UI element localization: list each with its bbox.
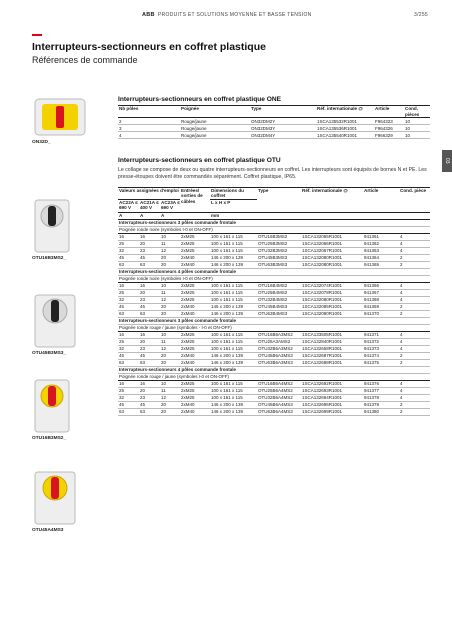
table-header: Cond. pièces xyxy=(405,106,420,117)
table-row xyxy=(118,408,430,415)
section-two-title: Interrupteurs-sectionneurs en coffret plastique OTU xyxy=(118,157,281,164)
table-cell: 12 xyxy=(161,297,167,303)
table-cell: F964323 xyxy=(375,118,393,124)
switch-image xyxy=(32,96,88,138)
table-cell: 63 xyxy=(119,262,125,268)
table-cell: 63 xyxy=(119,409,125,415)
table-cell: 100 x 161 x 115 xyxy=(211,283,243,289)
table-cell: OTU45B4MS3 xyxy=(258,304,288,310)
table-cell: OTU63B4MS3 xyxy=(258,311,288,317)
table-cell: 941365 xyxy=(364,262,380,268)
header-type: Type xyxy=(258,187,269,193)
chapter-tab: 03 xyxy=(442,150,452,172)
switch-image xyxy=(32,378,72,434)
table-cell: OTU45B6A3MS3 xyxy=(258,353,293,359)
table-cell: 100 x 161 x 115 xyxy=(211,395,243,401)
header-dim-unit2: mm xyxy=(211,212,220,218)
table-cell: 16 xyxy=(119,283,125,289)
table-cell: 100 x 161 x 115 xyxy=(211,388,243,394)
table-cell: 2xM40 xyxy=(181,402,195,408)
table-row xyxy=(118,233,430,240)
header-ac22a: AC22A ≤ 690 V xyxy=(119,199,138,211)
table-row xyxy=(118,118,430,125)
table-cell: 63 xyxy=(140,409,146,415)
table-row xyxy=(118,331,430,338)
table-cell: 1SCA132694R1001 xyxy=(302,395,343,401)
table-cell: 4 xyxy=(400,381,403,387)
product-otu45a4ms3 xyxy=(32,470,92,533)
table-cell: 32 xyxy=(119,248,125,254)
table-cell: 941377 xyxy=(364,388,380,394)
table-cell: 146 x 200 x 139 xyxy=(211,353,244,359)
table-cell: 63 xyxy=(140,262,146,268)
section-one xyxy=(118,96,430,139)
table-cell: 100 x 161 x 115 xyxy=(211,248,243,254)
table-cell: Rouge/jaune xyxy=(181,125,207,131)
table-cell: 941379 xyxy=(364,402,380,408)
product-caption: ON32D_ xyxy=(32,140,51,145)
group-title-row xyxy=(118,268,430,275)
table-cell: 25 xyxy=(119,290,125,296)
table-cell: 20 xyxy=(161,353,167,359)
table-cell: 20 xyxy=(140,241,146,247)
table-cell: 100 x 161 x 115 xyxy=(211,332,243,338)
table-cell: 1SCA132066R1001 xyxy=(302,241,343,247)
table-row xyxy=(118,338,430,345)
table-cell: 2 xyxy=(400,360,403,366)
table-cell: 1SCA132080R1001 xyxy=(302,262,343,268)
table-cell: 25 xyxy=(119,388,125,394)
table-row xyxy=(118,132,430,139)
table-header: Nb pôles xyxy=(119,106,139,111)
table-cell: 100 x 161 x 115 xyxy=(211,241,243,247)
table-row xyxy=(118,247,430,254)
product-caption: OTU45B3MS3_ xyxy=(32,351,67,356)
group-subtitle-row xyxy=(118,373,430,380)
table-row xyxy=(118,352,430,359)
group-subtitle-row xyxy=(118,275,430,282)
table-cell: 3 xyxy=(119,125,122,131)
table-cell: 4 xyxy=(400,388,403,394)
table-cell: 32 xyxy=(119,346,125,352)
header-article: Article xyxy=(364,187,379,193)
table-cell: 1SCA135532R1001 xyxy=(317,118,358,124)
table-cell: 10 xyxy=(161,234,167,240)
table-cell: 2xM25 xyxy=(181,339,195,345)
table-cell: 2xM25 xyxy=(181,241,195,247)
switch-image xyxy=(32,293,78,349)
table-cell: 146 x 200 x 139 xyxy=(211,262,244,268)
table-cell: 20 xyxy=(161,360,167,366)
table-cell: 11 xyxy=(161,241,166,247)
table-row xyxy=(118,296,430,303)
product-otu16b3ms2 xyxy=(32,198,92,261)
table-cell: 45 xyxy=(140,402,146,408)
table-row xyxy=(118,310,430,317)
table-cell: 20 xyxy=(161,311,167,317)
table-cell: OTU32B4MS2 xyxy=(258,297,288,303)
table-cell: OTU32B6A4MS2 xyxy=(258,395,293,401)
table-cell: 20 xyxy=(161,262,167,268)
table-row xyxy=(118,261,430,268)
table-cell: F964326 xyxy=(375,125,393,131)
table-cell: 2xM25 xyxy=(181,297,195,303)
product-otu16b3ms2-red xyxy=(32,378,92,441)
table-cell: 1SCA132080R1001 xyxy=(302,297,343,303)
table-cell: 16 xyxy=(140,332,146,338)
header-ref: Réf. internationale @ xyxy=(302,187,348,193)
table-cell: 16 xyxy=(119,234,125,240)
product-caption: OTU45A4MS3 xyxy=(32,528,64,533)
table-cell: 2xM25 xyxy=(181,381,195,387)
table-cell: 941364 xyxy=(364,255,380,261)
group-subtitle-row xyxy=(118,226,430,233)
table-cell: 12 xyxy=(161,395,167,401)
unit-a: A xyxy=(140,212,144,218)
table-cell: 16 xyxy=(140,283,146,289)
table-cell: 1SCA132085R1001 xyxy=(302,304,343,310)
table-cell: 25 xyxy=(119,241,125,247)
table-cell: 941366 xyxy=(364,283,380,289)
table-cell: 20 xyxy=(161,402,167,408)
table-cell: 146 x 200 x 139 xyxy=(211,311,244,317)
table-cell: 45 xyxy=(119,353,125,359)
table-cell: 4 xyxy=(400,248,403,254)
table-cell: 941368 xyxy=(364,297,380,303)
table-cell: OTU45B6A4MS3 xyxy=(258,402,293,408)
table-cell: 1SCA132693R1001 xyxy=(302,388,343,394)
table-cell: 12 xyxy=(161,346,167,352)
group-title-row xyxy=(118,317,430,324)
table-cell: 4 xyxy=(119,132,122,138)
table-cell: 2xM25 xyxy=(181,290,195,296)
section-two-description: Le collage se compose de deux ou quatre interrupteurs-sectionneurs en coffret. Les interrupteurs sont équipés de bornes N et PE. Les presse-étoupes doivent être commandés séparément. Coffret plastique, IP65. xyxy=(118,167,427,181)
table-cell: Rouge/jaune xyxy=(181,118,207,124)
table-header: Article xyxy=(375,106,390,111)
table-cell: 45 xyxy=(119,304,125,310)
table-cell: 4 xyxy=(400,283,403,289)
group-title: Interrupteurs-sectionneurs 4 pôles commande frontale xyxy=(118,366,430,373)
group-subtitle-row xyxy=(118,324,430,331)
header-dim-unit1: L x H x P xyxy=(211,199,231,205)
product-otu45b3ms3 xyxy=(32,293,92,356)
table-cell: 1SCA135540R1001 xyxy=(317,132,358,138)
table-cell: OTU63B6A4MS3 xyxy=(258,409,293,415)
table-cell: 100 x 161 x 115 xyxy=(211,339,243,345)
table-cell: 1SCA132090R1001 xyxy=(302,311,343,317)
table-cell: 941376 xyxy=(364,381,380,387)
table-header: Type xyxy=(251,106,262,111)
table-cell: OTU16B6A3MS2 xyxy=(258,332,293,338)
table-cell: 63 xyxy=(119,360,125,366)
table-cell: OTU16B6A4MS2 xyxy=(258,381,293,387)
table-cell: ON32DM3Y xyxy=(251,125,276,131)
table-cell: 4 xyxy=(400,290,403,296)
table-cell: 4 xyxy=(400,339,403,345)
table-cell: 1SCA132687R1001 xyxy=(302,353,343,359)
header-text: PRODUITS ET SOLUTIONS MOYENNE ET BASSE TENSION xyxy=(158,12,312,18)
table-cell: 941371 xyxy=(364,332,380,338)
table-cell: 2xM25 xyxy=(181,332,195,338)
table-cell: 16 xyxy=(140,381,146,387)
group-subtitle: Poignée ronde rouge / jaune (symboles I-0 et ON-OFF) xyxy=(118,373,430,380)
table-cell: 20 xyxy=(140,339,146,345)
table-row xyxy=(118,289,430,296)
header-valeurs: Valeurs assignées d'emploi xyxy=(119,187,179,193)
group-title-row xyxy=(118,219,430,226)
table-cell: 10 xyxy=(405,125,411,131)
table-cell: OTU25A3AMS2 xyxy=(258,339,291,345)
table-cell: 146 x 200 x 139 xyxy=(211,360,244,366)
table-cell: Rouge/jaune xyxy=(181,132,207,138)
table-cell: 32 xyxy=(119,395,125,401)
table-cell: 941374 xyxy=(364,353,380,359)
table-cell: 941380 xyxy=(364,409,380,415)
table-cell: 45 xyxy=(140,353,146,359)
table-row xyxy=(118,359,430,366)
table-cell: 11 xyxy=(161,339,166,345)
table-cell: 1SCA135536R1001 xyxy=(317,125,358,131)
group-subtitle: Poignée ronde noire (symboles I-0 et ON-OFF) xyxy=(118,226,430,233)
table-cell: 2xM25 xyxy=(181,283,195,289)
product-caption: OTU16B3MS2_ xyxy=(32,256,67,261)
table-cell: 2 xyxy=(400,255,403,261)
table-cell: 10 xyxy=(161,283,167,289)
table-row xyxy=(118,303,430,310)
header-ac21a: AC21A ≤ 400 V xyxy=(140,199,159,211)
table-cell: 45 xyxy=(140,255,146,261)
table-cell: 20 xyxy=(161,304,167,310)
table-cell: 1SCA132695R1001 xyxy=(302,402,343,408)
table-cell: 23 xyxy=(140,346,146,352)
table-cell: 23 xyxy=(140,297,146,303)
table-cell: 4 xyxy=(400,297,403,303)
product-on32d xyxy=(32,96,92,145)
section-one-title: Interrupteurs-sectionneurs en coffret plastique ONE xyxy=(118,96,282,103)
group-title: Interrupteurs-sectionneurs 3 pôles commande frontale xyxy=(118,219,430,226)
table-cell: 20 xyxy=(140,388,146,394)
table-cell: F966329 xyxy=(375,132,393,138)
table-cell: 10 xyxy=(161,332,167,338)
table-cell: 23 xyxy=(140,248,146,254)
table-cell: 2xM25 xyxy=(181,248,195,254)
header-entrees: Entrées/ sorties de câbles xyxy=(181,187,203,204)
table-cell: 1SCA132067R1001 xyxy=(302,248,343,254)
table-cell: 941363 xyxy=(364,248,380,254)
table-cell: 11 xyxy=(161,388,166,394)
table-cell: 941378 xyxy=(364,395,380,401)
table-cell: 20 xyxy=(161,255,167,261)
table-cell: 100 x 161 x 115 xyxy=(211,290,243,296)
table-cell: OTU32B3MS2 xyxy=(258,248,288,254)
table-cell: 2xM25 xyxy=(181,388,195,394)
table-row xyxy=(118,380,430,387)
unit-a: A xyxy=(119,212,123,218)
table-cell: 2 xyxy=(400,353,403,359)
table-cell: 2xM40 xyxy=(181,255,195,261)
table-cell: 1SCA132078R1001 xyxy=(302,290,343,296)
table-cell: 941367 xyxy=(364,290,380,296)
group-subtitle: Poignée ronde noire (symboles I-0 et ON-OFF) xyxy=(118,275,430,282)
product-caption: OTU16B3MS2_ xyxy=(32,436,67,441)
table-cell: OTU25B4MS2 xyxy=(258,290,288,296)
table-cell: 63 xyxy=(119,311,125,317)
table-cell: 10 xyxy=(161,381,167,387)
table-row xyxy=(118,240,430,247)
table-cell: 2xM40 xyxy=(181,262,195,268)
table-cell: 45 xyxy=(119,402,125,408)
table-cell: 146 x 200 x 139 xyxy=(211,409,244,415)
table-header: Poignée xyxy=(181,106,199,111)
table-cell: ON32DM4Y xyxy=(251,132,276,138)
table-cell: 941375 xyxy=(364,360,380,366)
table-cell: 1SCA132692R1001 xyxy=(302,381,343,387)
table-cell: 4 xyxy=(400,395,403,401)
brand-logo: ABB xyxy=(142,12,155,18)
table-cell: 146 x 200 x 139 xyxy=(211,304,244,310)
table-cell: 4 xyxy=(400,332,403,338)
unit-a: A xyxy=(161,212,165,218)
table-row xyxy=(118,282,430,289)
table-cell: 63 xyxy=(140,311,146,317)
switch-image xyxy=(32,470,78,526)
table-cell: 45 xyxy=(140,304,146,310)
table-cell: 2 xyxy=(400,311,403,317)
group-title: Interrupteurs-sectionneurs 4 pôles commande frontale xyxy=(118,268,430,275)
section-two-table xyxy=(118,187,430,416)
table-cell: 941373 xyxy=(364,346,380,352)
table-cell: 1SCA132840R1001 xyxy=(302,339,343,345)
table-row xyxy=(118,387,430,394)
table-cell: 941370 xyxy=(364,311,380,317)
table-cell: 1SCA132658R1001 xyxy=(302,346,343,352)
table-cell: 2 xyxy=(400,409,403,415)
table-cell: 32 xyxy=(119,297,125,303)
table-row xyxy=(118,401,430,408)
table-cell: 941369 xyxy=(364,304,380,310)
table-cell: 2xM40 xyxy=(181,304,195,310)
table-cell: 10 xyxy=(405,118,411,124)
table-cell: 20 xyxy=(140,290,146,296)
table-cell: 1SCA132688R1001 xyxy=(302,360,343,366)
table-cell: 1SCA132065R1001 xyxy=(302,234,343,240)
header-dims: Dimensions du coffret xyxy=(211,187,244,199)
table-cell: 4 xyxy=(400,346,403,352)
table-cell: 100 x 161 x 115 xyxy=(211,381,243,387)
table-row xyxy=(118,125,430,132)
switch-image xyxy=(32,198,72,254)
table-cell: 45 xyxy=(119,255,125,261)
table-cell: 941372 xyxy=(364,339,380,345)
group-title: Interrupteurs-sectionneurs 3 pôles commande frontale xyxy=(118,317,430,324)
table-cell: ON32DM2Y xyxy=(251,118,276,124)
table-cell: 2 xyxy=(400,262,403,268)
table-cell: 2 xyxy=(400,304,403,310)
group-title-row xyxy=(118,366,430,373)
table-cell: 4 xyxy=(400,241,403,247)
group-subtitle: Poignée ronde rouge / jaune (symboles - I-0 et ON-OFF) xyxy=(118,324,430,331)
table-cell: 63 xyxy=(140,360,146,366)
table-cell: 2 xyxy=(119,118,122,124)
table-cell: 2xM25 xyxy=(181,395,195,401)
table-cell: 11 xyxy=(161,290,166,296)
table-cell: 100 x 161 x 115 xyxy=(211,346,243,352)
table-cell: 146 x 200 x 139 xyxy=(211,255,244,261)
table-cell: 16 xyxy=(119,332,125,338)
section-two xyxy=(118,157,430,416)
table-row xyxy=(118,254,430,261)
table-cell: 12 xyxy=(161,248,167,254)
table-header: Réf. internationale @ xyxy=(317,106,363,111)
table-cell: 16 xyxy=(140,234,146,240)
table-cell: 1SCA132074R1001 xyxy=(302,283,343,289)
table-cell: 100 x 161 x 115 xyxy=(211,297,243,303)
table-cell: OTU63B3MS3 xyxy=(258,262,288,268)
table-cell: 941362 xyxy=(364,241,380,247)
section-one-table xyxy=(118,105,430,139)
table-cell: 2 xyxy=(400,402,403,408)
table-cell: 20 xyxy=(161,409,167,415)
table-cell: 2xM40 xyxy=(181,409,195,415)
table-cell: 16 xyxy=(119,381,125,387)
table-cell: 25 xyxy=(119,339,125,345)
table-cell: OTU45B3MS3 xyxy=(258,255,288,261)
header-ac23a: AC23A ≤ 690 V xyxy=(161,199,180,211)
accent-bar xyxy=(32,34,42,36)
table-cell: OTU16B4MS2 xyxy=(258,283,288,289)
table-row xyxy=(118,345,430,352)
table-cell: 2xM25 xyxy=(181,234,195,240)
table-cell: OTU63B6A3MS3 xyxy=(258,360,293,366)
table-cell: 100 x 161 x 115 xyxy=(211,234,243,240)
table-cell: OTU16B3MS2 xyxy=(258,234,288,240)
page-header xyxy=(0,10,452,20)
header-cond: Cond. pièce xyxy=(400,187,427,193)
table-cell: 2xM40 xyxy=(181,311,195,317)
table-cell: 23 xyxy=(140,395,146,401)
table-cell: 4 xyxy=(400,234,403,240)
page-number: 3/255 xyxy=(413,12,428,18)
table-cell: 2xM25 xyxy=(181,346,195,352)
table-cell: OTU25B6A4MS2 xyxy=(258,388,293,394)
page-subtitle: Références de commande xyxy=(32,55,138,65)
table-cell: 146 x 200 x 139 xyxy=(211,402,244,408)
table-cell: OTU32B6A3MS2 xyxy=(258,346,293,352)
table-cell: 2xM40 xyxy=(181,360,195,366)
table-cell: 1SCA132699R1001 xyxy=(302,409,343,415)
page-title: Interrupteurs-sectionneurs en coffret plastique xyxy=(32,41,266,53)
table-row xyxy=(118,394,430,401)
table-cell: 1SCA132080R1001 xyxy=(302,255,343,261)
table-cell: 1SCA133505R1001 xyxy=(302,332,343,338)
table-cell: 2xM40 xyxy=(181,353,195,359)
table-cell: OTU25B3MS2 xyxy=(258,241,288,247)
table-cell: 10 xyxy=(405,132,411,138)
table-cell: 941361 xyxy=(364,234,380,240)
